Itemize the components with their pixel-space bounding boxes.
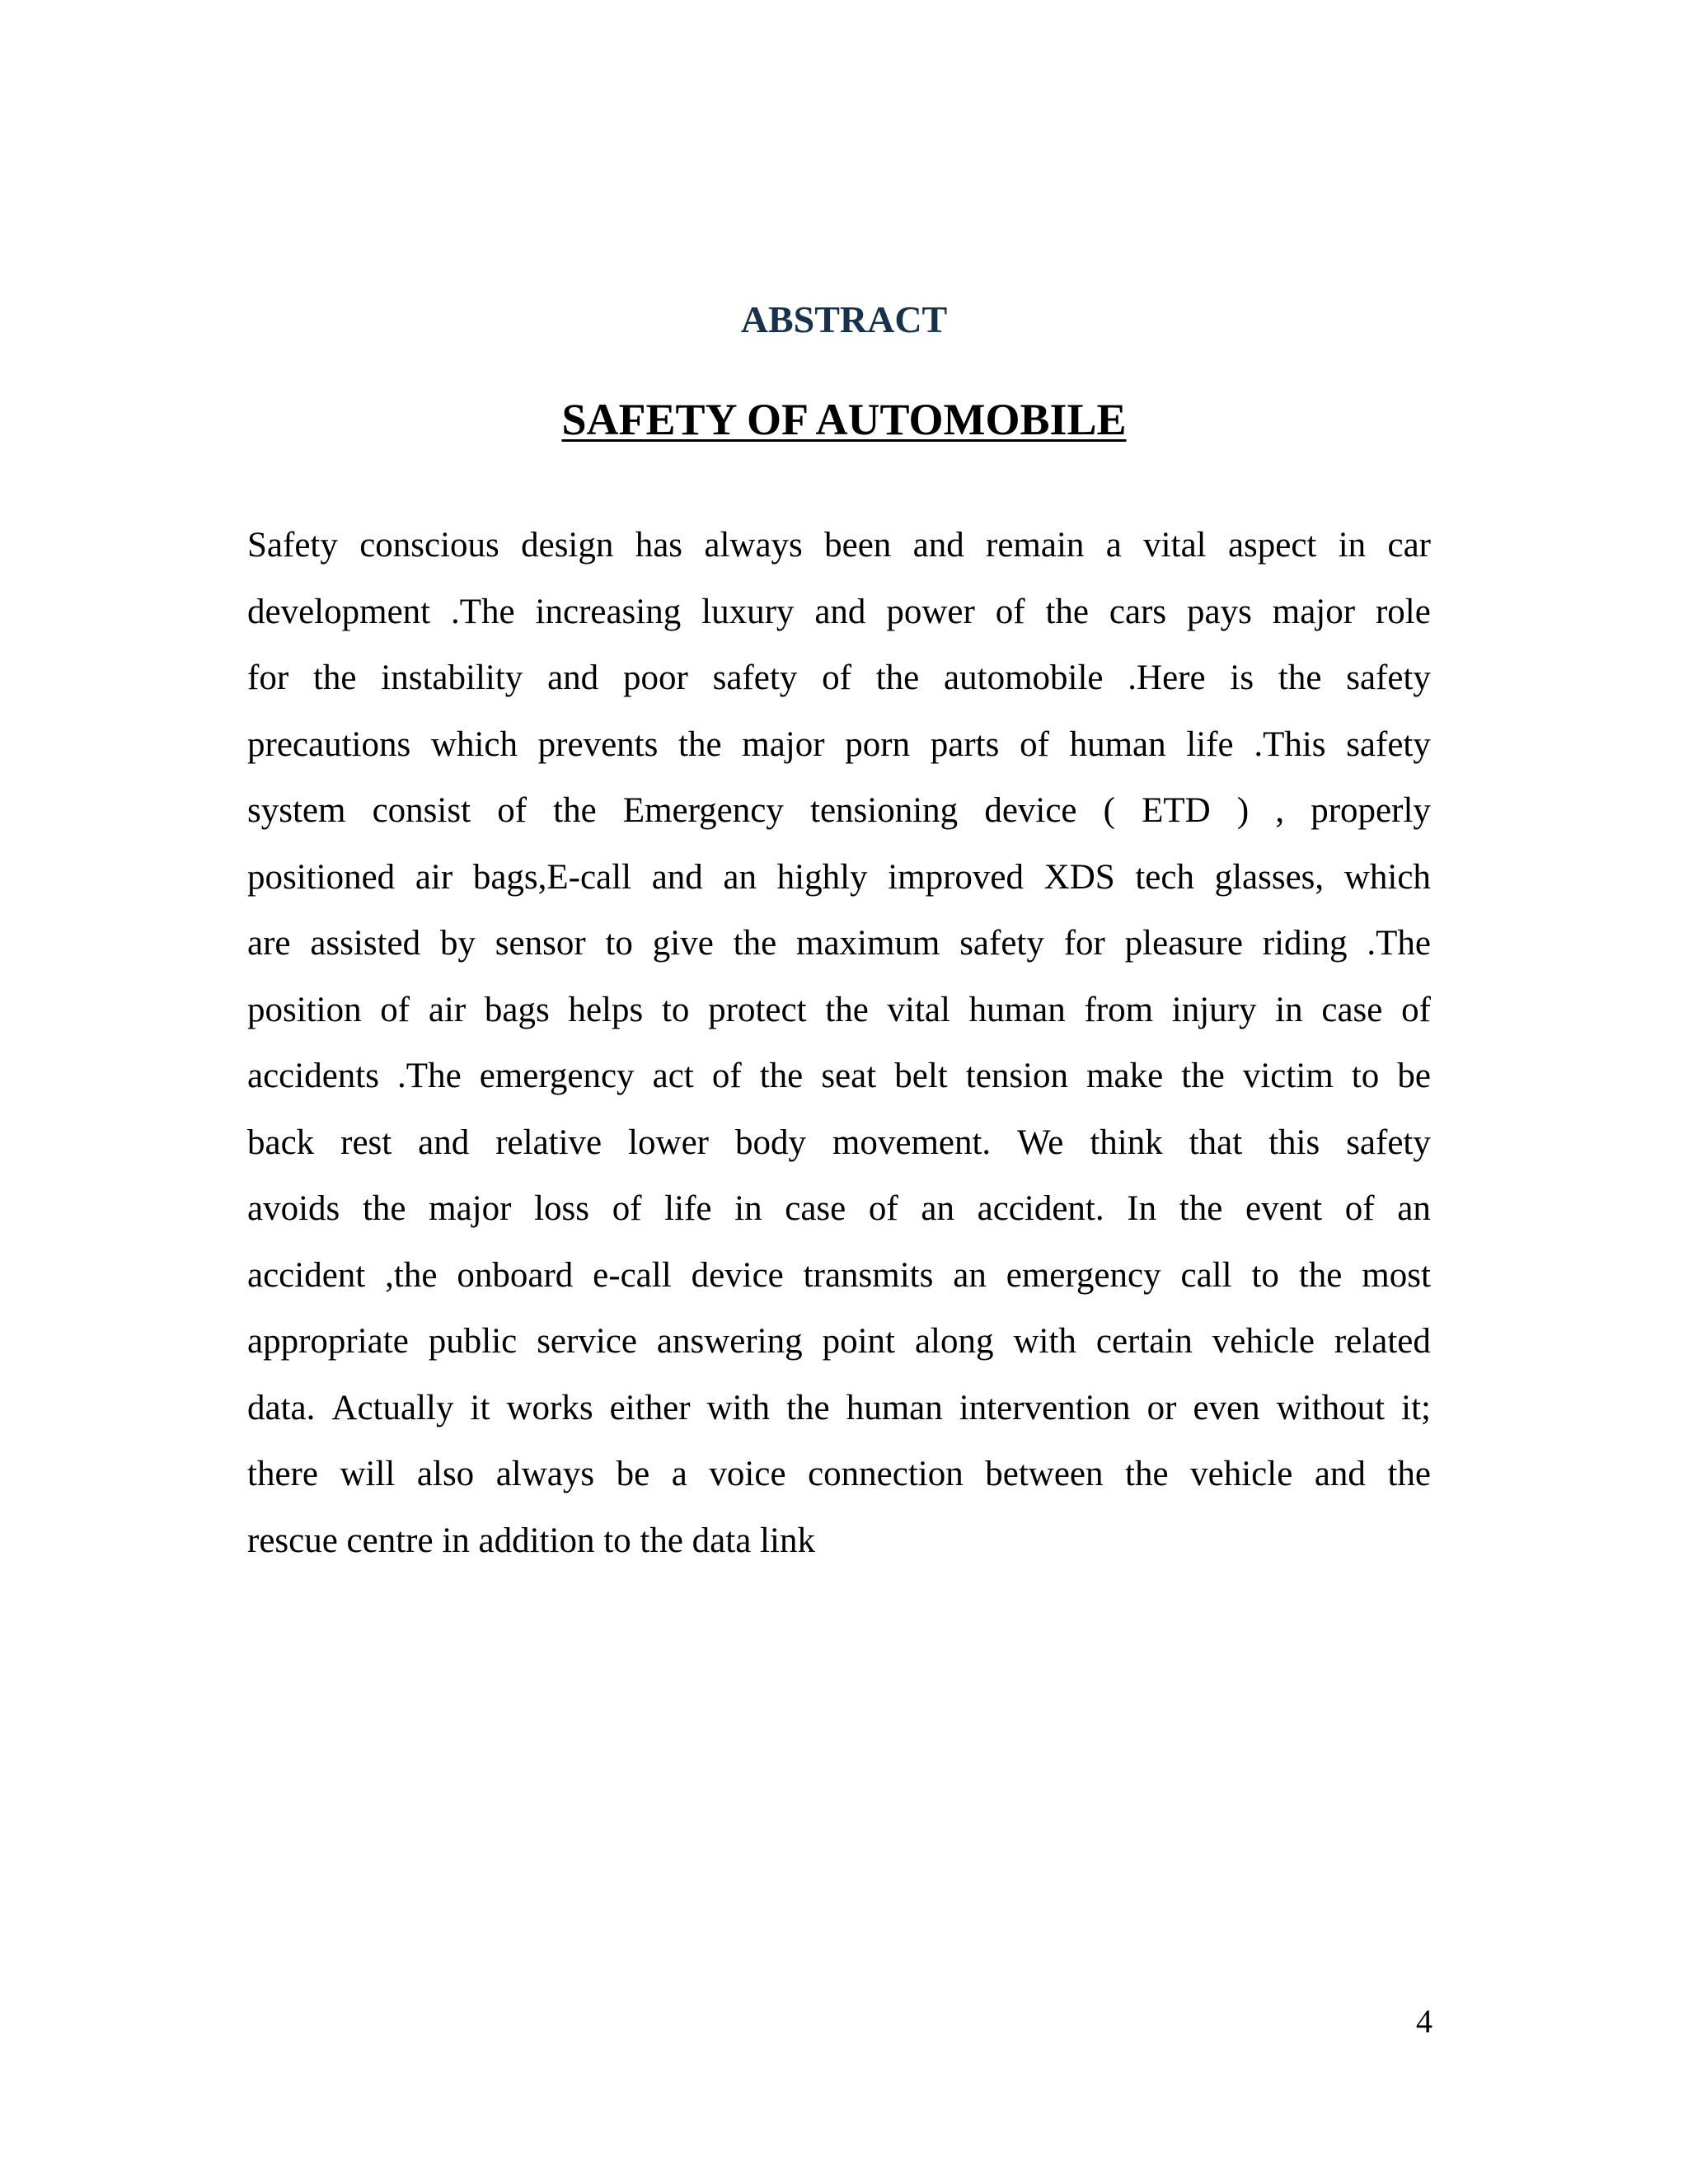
word: relative xyxy=(495,1122,603,1162)
word: , xyxy=(1275,791,1285,830)
word: Emergency xyxy=(622,791,784,830)
word: and xyxy=(814,592,866,631)
word: an xyxy=(723,857,757,897)
word: development xyxy=(247,592,431,631)
word: and xyxy=(912,526,964,565)
word: the xyxy=(1278,658,1322,697)
word: for xyxy=(1063,924,1105,963)
word: air xyxy=(415,857,453,897)
word: Safety xyxy=(247,526,338,565)
word: the xyxy=(362,1189,406,1228)
word: We xyxy=(1017,1122,1064,1162)
word: without xyxy=(1276,1388,1386,1427)
page-number: 4 xyxy=(1416,2003,1432,2040)
text-line xyxy=(247,1110,1431,1177)
word: life xyxy=(1186,724,1234,764)
word: has xyxy=(635,526,683,565)
word: device xyxy=(984,791,1077,830)
word: this xyxy=(1268,1122,1320,1162)
word: and xyxy=(418,1122,470,1162)
word: is xyxy=(1230,658,1254,697)
word: vital xyxy=(1143,526,1207,565)
word: aspect xyxy=(1227,526,1317,565)
word: the xyxy=(1181,1057,1225,1095)
text-line xyxy=(247,712,1431,779)
word: it; xyxy=(1401,1388,1431,1427)
word: the xyxy=(875,658,920,697)
word: which xyxy=(430,724,518,764)
word: of xyxy=(1401,990,1431,1029)
word: safety xyxy=(1346,724,1431,764)
word: there xyxy=(247,1455,318,1493)
text-line xyxy=(247,579,1431,646)
word: prevents xyxy=(537,724,659,764)
word: of xyxy=(822,658,851,697)
word: which xyxy=(1343,857,1431,897)
word: make xyxy=(1086,1057,1164,1095)
word: ) xyxy=(1236,791,1250,830)
word: maximum xyxy=(796,924,940,963)
word: riding xyxy=(1262,924,1348,963)
word: or xyxy=(1146,1388,1177,1427)
word: data. xyxy=(247,1388,316,1427)
word: related xyxy=(1334,1322,1431,1361)
word: safety xyxy=(1346,1122,1431,1162)
word: movement. xyxy=(832,1122,992,1162)
word: the xyxy=(553,791,597,830)
word: seat xyxy=(821,1057,877,1095)
word: protect xyxy=(708,990,807,1029)
word: human xyxy=(1069,724,1166,764)
word: rest xyxy=(340,1122,392,1162)
word: give xyxy=(652,924,714,963)
word: the xyxy=(786,1388,830,1427)
word: act xyxy=(652,1057,694,1095)
word: instability xyxy=(381,658,523,697)
word: .The xyxy=(1367,924,1431,963)
word: an xyxy=(921,1189,954,1228)
word: precautions xyxy=(247,724,411,764)
word: the xyxy=(759,1057,804,1095)
word: a xyxy=(671,1455,687,1493)
word: of xyxy=(612,1189,642,1228)
text-line xyxy=(247,1309,1431,1376)
word: case xyxy=(785,1189,846,1228)
word: device xyxy=(691,1255,784,1295)
word: Actually xyxy=(331,1388,454,1427)
word: ETD xyxy=(1142,791,1211,830)
word: accidents xyxy=(247,1057,379,1095)
word: an xyxy=(1397,1189,1431,1228)
word: human xyxy=(968,990,1066,1029)
text-line xyxy=(247,845,1431,912)
word: transmits xyxy=(803,1255,934,1295)
word: .The xyxy=(451,592,515,631)
text-line xyxy=(247,1376,1431,1442)
word: of xyxy=(497,791,528,830)
word: design xyxy=(521,526,614,565)
word: in xyxy=(734,1189,762,1228)
word: .The xyxy=(397,1057,462,1095)
word: poor xyxy=(622,658,688,697)
word: remain xyxy=(986,526,1085,565)
word: major xyxy=(742,724,825,764)
word: event xyxy=(1245,1189,1323,1228)
word: positioned xyxy=(247,857,396,897)
text-line xyxy=(247,1043,1431,1110)
word: most xyxy=(1362,1255,1431,1295)
word: air xyxy=(428,990,467,1029)
document-title: SAFETY OF AUTOMOBILE xyxy=(561,395,1127,444)
word: ( xyxy=(1103,791,1115,830)
word: helps xyxy=(568,990,644,1029)
word: position xyxy=(247,990,362,1029)
word: works xyxy=(506,1388,593,1427)
word: safety xyxy=(959,924,1044,963)
text-line xyxy=(247,1176,1431,1243)
word: improved xyxy=(888,857,1025,897)
word: think xyxy=(1090,1122,1163,1162)
text-line xyxy=(247,911,1431,977)
word: the xyxy=(825,990,869,1029)
word: of xyxy=(1344,1189,1375,1228)
word: the xyxy=(1179,1189,1223,1228)
word: connection xyxy=(808,1455,964,1493)
word: properly xyxy=(1311,791,1431,830)
word: tension xyxy=(965,1057,1068,1095)
word: even xyxy=(1193,1388,1260,1427)
word: of xyxy=(380,990,410,1029)
word: answering xyxy=(656,1322,803,1361)
word: power xyxy=(886,592,975,631)
word: point xyxy=(822,1322,895,1361)
word: bags,E-call xyxy=(472,857,632,897)
word: e-call xyxy=(593,1255,672,1295)
word: vehicle xyxy=(1190,1455,1293,1493)
word: In xyxy=(1127,1189,1157,1228)
text-line xyxy=(247,1243,1431,1310)
word: the xyxy=(1125,1455,1169,1493)
word: of xyxy=(995,592,1025,631)
word: cars xyxy=(1109,592,1167,631)
word: are xyxy=(247,924,291,963)
word: parts xyxy=(930,724,1000,764)
word: bags xyxy=(484,990,550,1029)
word: life xyxy=(664,1189,712,1228)
word: vital xyxy=(887,990,950,1029)
word: a xyxy=(1105,526,1122,565)
word: to xyxy=(1351,1057,1380,1095)
word: and xyxy=(547,658,599,697)
word: human xyxy=(846,1388,943,1427)
word: belt xyxy=(894,1057,948,1095)
word: system xyxy=(247,791,346,830)
word: be xyxy=(616,1455,650,1493)
word: to xyxy=(605,924,633,963)
word: with xyxy=(1013,1322,1076,1361)
word: in xyxy=(1275,990,1303,1029)
word: .Here xyxy=(1128,658,1206,697)
word: that xyxy=(1189,1122,1243,1162)
word: will xyxy=(340,1455,396,1493)
word: loss xyxy=(534,1189,590,1228)
word: an xyxy=(953,1255,987,1295)
word: sensor xyxy=(495,924,586,963)
word: onboard xyxy=(457,1255,574,1295)
abstract-body xyxy=(247,513,1431,1574)
word: tech xyxy=(1135,857,1194,897)
word: public xyxy=(428,1322,518,1361)
word: automobile xyxy=(944,658,1104,697)
word: service xyxy=(537,1322,637,1361)
word: always xyxy=(704,526,803,565)
word: voice xyxy=(709,1455,786,1493)
word: major xyxy=(1272,592,1356,631)
text-line: rescue centre in addition to the data link xyxy=(247,1521,815,1560)
word: accident xyxy=(247,1255,366,1295)
word: back xyxy=(247,1122,315,1162)
word: to xyxy=(1251,1255,1279,1295)
word: appropriate xyxy=(247,1322,409,1361)
word: tensioning xyxy=(810,791,959,830)
word: consist xyxy=(372,791,471,830)
word: to xyxy=(661,990,690,1029)
word: increasing xyxy=(535,592,682,631)
word: the xyxy=(1387,1455,1431,1493)
word: case xyxy=(1321,990,1383,1029)
word: porn xyxy=(845,724,911,764)
word: along xyxy=(914,1322,994,1361)
word: avoids xyxy=(247,1189,340,1228)
word: between xyxy=(985,1455,1104,1493)
word: major xyxy=(429,1189,512,1228)
word: it xyxy=(470,1388,490,1427)
word: also xyxy=(416,1455,475,1493)
word: call xyxy=(1180,1255,1232,1295)
word: emergency xyxy=(1006,1255,1161,1295)
word: the xyxy=(312,658,357,697)
word: been xyxy=(824,526,892,565)
word: be xyxy=(1397,1057,1431,1095)
word: injury xyxy=(1171,990,1257,1029)
word: certain xyxy=(1095,1322,1193,1361)
word: the xyxy=(1298,1255,1343,1295)
text-line xyxy=(247,645,1431,712)
word: for xyxy=(247,658,289,697)
word: XDS xyxy=(1043,857,1115,897)
word: emergency xyxy=(479,1057,635,1095)
word: of xyxy=(868,1189,898,1228)
text-line xyxy=(247,513,1431,579)
word: and xyxy=(1314,1455,1366,1493)
word: vehicle xyxy=(1212,1322,1315,1361)
word: .This xyxy=(1254,724,1326,764)
word: lower xyxy=(628,1122,709,1162)
word: role xyxy=(1375,592,1431,631)
word: conscious xyxy=(359,526,499,565)
word: safety xyxy=(1346,658,1431,697)
word: luxury xyxy=(701,592,795,631)
word: the xyxy=(733,924,777,963)
word: car xyxy=(1387,526,1431,565)
word: the xyxy=(678,724,722,764)
text-line xyxy=(247,1441,1431,1508)
text-line xyxy=(247,977,1431,1044)
word: either xyxy=(609,1388,691,1427)
word: the xyxy=(1045,592,1089,631)
word: victim xyxy=(1242,1057,1334,1095)
word: body xyxy=(734,1122,806,1162)
word: of xyxy=(711,1057,742,1095)
word: intervention xyxy=(959,1388,1131,1427)
word: assisted xyxy=(310,924,421,963)
word: highly xyxy=(776,857,868,897)
word: by xyxy=(439,924,476,963)
word: safety xyxy=(712,658,798,697)
word: and xyxy=(651,857,703,897)
word: of xyxy=(1020,724,1049,764)
word: ,the xyxy=(385,1255,438,1295)
word: in xyxy=(1338,526,1367,565)
word: always xyxy=(495,1455,595,1493)
word: with xyxy=(706,1388,771,1427)
word: from xyxy=(1084,990,1154,1029)
word: accident. xyxy=(977,1189,1104,1228)
text-line xyxy=(247,778,1431,845)
word: pleasure xyxy=(1124,924,1243,963)
word: pays xyxy=(1187,592,1252,631)
word: glasses, xyxy=(1214,857,1325,897)
section-heading: ABSTRACT xyxy=(740,298,948,340)
